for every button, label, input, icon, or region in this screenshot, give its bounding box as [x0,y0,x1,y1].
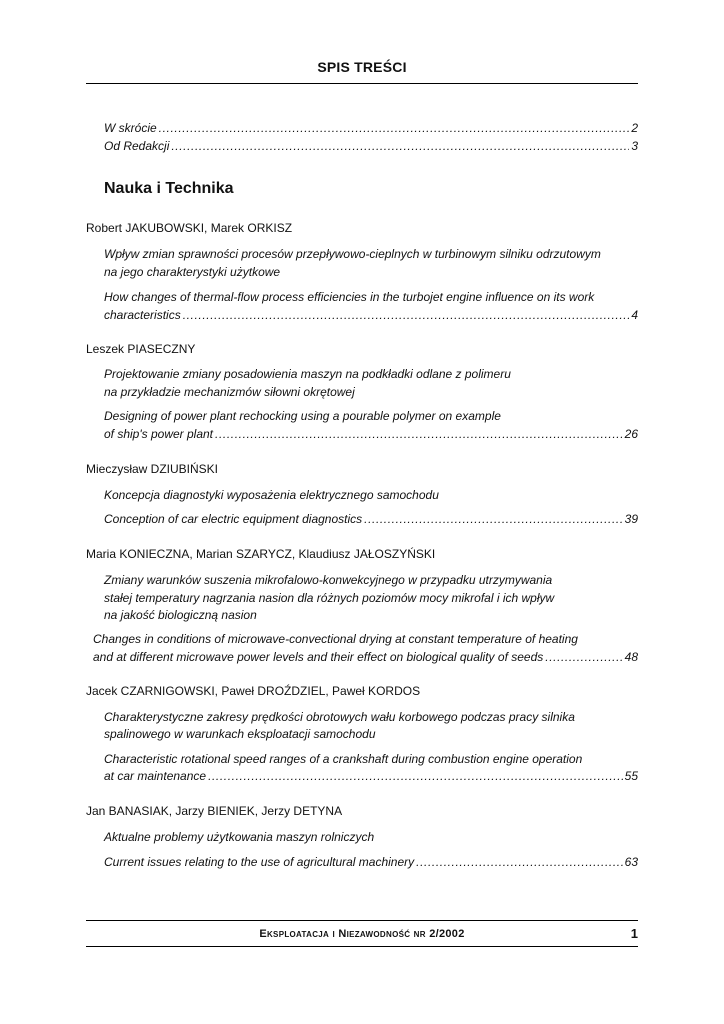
toc-entry-title: Od Redakcji [104,139,170,153]
toc-entry-page: 3 [631,139,638,153]
article-authors: Leszek PIASECZNY [86,342,196,356]
toc-entry-page: 39 [624,512,638,526]
article-title-en: and at different microwave power levels and their effect on biological quality of seeds [93,650,544,664]
toc-entry-page: 63 [624,855,638,869]
leader-dots [183,306,630,324]
article-title-pl: stałej temperatury nagrzania nasion dla różnych poziomów mocy mikrofal i ich wpływ [104,591,555,605]
toc-entry-article-2[interactable] [104,425,638,443]
toc-entry-od-redakcji[interactable] [104,137,638,155]
leader-dots [364,510,623,528]
toc-entry-article-6[interactable] [104,853,638,871]
article-title-en: Current issues relating to the use of agricultural machinery [104,855,415,869]
article-title-pl: na jego charakterystyki użytkowe [104,265,281,279]
footer-rule-bottom [86,946,638,947]
article-authors: Jacek CZARNIGOWSKI, Paweł DROŹDZIEL, Paweł KORDOS [86,684,421,698]
article-title-pl: na jakość biologiczną nasion [104,608,257,622]
toc-entry-article-1[interactable] [104,306,638,324]
article-authors: Maria KONIECZNA, Marian SZARYCZ, Klaudiusz JAŁOSZYŃSKI [86,547,436,561]
article-title-en: at car maintenance [104,769,207,783]
leader-dots [171,137,629,155]
leader-dots [159,119,630,137]
leader-dots [416,853,622,871]
article-title-en: Designing of power plant rechocking using a pourable polymer on example [104,409,501,423]
toc-entry-page: 2 [631,121,638,135]
footer-page-number: 1 [630,926,638,941]
article-title-pl: Aktualne problemy użytkowania maszyn rolniczych [104,830,375,844]
article-title-pl: Charakterystyczne zakresy prędkości obrotowych wału korbowego podczas pracy silnika [104,710,575,724]
article-title-pl: Wpływ zmian sprawności procesów przepływowo-cieplnych w turbinowym silniku odrzutowym [104,247,601,261]
footer-journal-title: Eksploatacja i Niezawodność nr 2/2002 [259,928,465,940]
article-title-pl: Projektowanie zmiany posadowienia maszyn na podkładki odlane z polimeru [104,367,511,381]
toc-entry-article-5[interactable] [104,767,638,785]
article-title-pl: spalinowego w warunkach eksploatacji samochodu [104,727,376,741]
article-title-en: Conception of car electric equipment diagnostics [104,512,363,526]
article-authors: Jan BANASIAK, Jarzy BIENIEK, Jerzy DETYNA [86,804,343,818]
toc-entry-page: 26 [624,427,638,441]
article-title-en: Changes in conditions of microwave-convectional drying at constant temperature of heating [93,632,578,646]
article-title-pl: Koncepcja diagnostyki wyposażenia elektrycznego samochodu [104,488,439,502]
section-heading: Nauka i Technika [104,180,234,197]
article-authors: Robert JAKUBOWSKI, Marek ORKISZ [86,221,293,235]
toc-entry-page: 55 [624,769,638,783]
toc-entry-article-3[interactable] [104,510,638,528]
page-title: SPIS TREŚCI [317,59,407,75]
article-title-en: How changes of thermal-flow process efficiencies in the turbojet engine influence on its work [104,290,595,304]
leader-dots [208,767,623,785]
article-title-en: Characteristic rotational speed ranges of a crankshaft during combustion engine operation [104,752,583,766]
toc-entry-page: 4 [631,308,638,322]
article-authors: Mieczysław DZIUBIŃSKI [86,462,219,476]
toc-entry-w-skrocie[interactable] [104,119,638,137]
article-title-pl: na przykładzie mechanizmów siłowni okrętowej [104,385,355,399]
toc-entry-page: 48 [624,650,638,664]
header-rule [86,83,638,84]
leader-dots [545,648,622,666]
leader-dots [215,425,623,443]
article-title-en: of ship's power plant [104,427,214,441]
article-title-pl: Zmiany warunków suszenia mikrofalowo-konwekcyjnego w przypadku utrzymywania [104,573,553,587]
footer-rule-top [86,920,638,921]
article-title-en: characteristics [104,308,181,322]
toc-entry-article-4[interactable] [93,648,638,666]
toc-entry-title: W skrócie [104,121,157,135]
